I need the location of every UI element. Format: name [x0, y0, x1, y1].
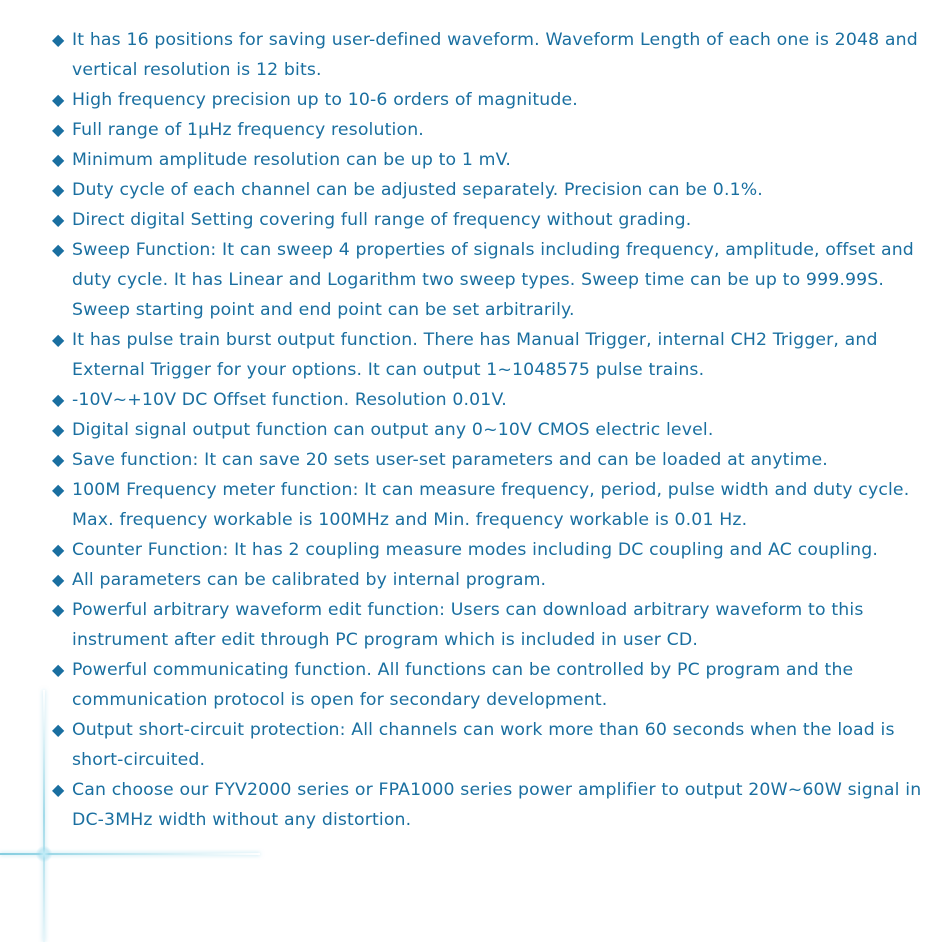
feature-text: Duty cycle of each channel can be adjusted separately. Precision can be 0.1%. [72, 180, 763, 200]
feature-item [52, 595, 932, 655]
feature-text: Counter Function: It has 2 coupling measure modes including DC coupling and AC coupling. [72, 540, 879, 560]
feature-text: -10V~+10V DC Offset function. Resolution 0.01V. [72, 390, 507, 410]
feature-text: It has 16 positions for saving user-defined waveform. Waveform Length of each one is 2048 and vertical resolution is 12 bits. [72, 30, 918, 80]
diamond-bullet-icon: ◆ [52, 450, 65, 469]
diamond-bullet-icon: ◆ [52, 240, 65, 259]
diamond-bullet-icon: ◆ [52, 390, 65, 409]
feature-text: 100M Frequency meter function: It can measure frequency, period, pulse width and duty cycle. Max. frequency workable is 100MHz and Min. frequency workable is 0.01 Hz. [72, 480, 910, 530]
feature-text: It has pulse train burst output function. There has Manual Trigger, internal CH2 Trigger, and External Trigger for your options. It can output 1~1048575 pulse trains. [72, 330, 878, 380]
decorative-light-line-vertical [43, 690, 45, 942]
diamond-bullet-icon: ◆ [52, 420, 65, 439]
diamond-bullet-icon: ◆ [52, 330, 65, 349]
diamond-bullet-icon: ◆ [52, 570, 65, 589]
feature-item [52, 205, 932, 235]
feature-text: Can choose our FYV2000 series or FPA1000 series power amplifier to output 20W~60W signal in DC-3MHz width without any distortion. [72, 780, 922, 830]
feature-item [52, 145, 932, 175]
feature-item [52, 115, 932, 145]
feature-text: Powerful communicating function. All functions can be controlled by PC program and the communication protocol is open for secondary development. [72, 660, 854, 710]
feature-item [52, 565, 932, 595]
feature-item [52, 85, 932, 115]
feature-item [52, 175, 932, 205]
diamond-bullet-icon: ◆ [52, 780, 65, 799]
feature-text: Sweep Function: It can sweep 4 properties of signals including frequency, amplitude, offset and duty cycle. It has Linear and Logarithm two sweep types. Sweep time can be up to 999.99S. Sweep starting point and end point can be set arbitrarily. [72, 240, 914, 320]
diamond-bullet-icon: ◆ [52, 30, 65, 49]
feature-item [52, 715, 932, 775]
diamond-bullet-icon: ◆ [52, 180, 65, 199]
diamond-bullet-icon: ◆ [52, 210, 65, 229]
diamond-bullet-icon: ◆ [52, 600, 65, 619]
feature-item [52, 535, 932, 565]
feature-item [52, 445, 932, 475]
diamond-bullet-icon: ◆ [52, 150, 65, 169]
diamond-bullet-icon: ◆ [52, 120, 65, 139]
feature-text: Powerful arbitrary waveform edit function: Users can download arbitrary waveform to this instrument after edit through PC program which is included in user CD. [72, 600, 864, 650]
decorative-light-flare [36, 846, 52, 862]
feature-list [52, 25, 932, 835]
feature-item [52, 385, 932, 415]
diamond-bullet-icon: ◆ [52, 660, 65, 679]
feature-item [52, 235, 932, 325]
feature-item [52, 475, 932, 535]
diamond-bullet-icon: ◆ [52, 90, 65, 109]
feature-item [52, 25, 932, 85]
feature-text: Direct digital Setting covering full range of frequency without grading. [72, 210, 692, 230]
diamond-bullet-icon: ◆ [52, 720, 65, 739]
feature-item [52, 655, 932, 715]
diamond-bullet-icon: ◆ [52, 540, 65, 559]
feature-item [52, 415, 932, 445]
feature-text: Full range of 1μHz frequency resolution. [72, 120, 424, 140]
feature-item [52, 325, 932, 385]
diamond-bullet-icon: ◆ [52, 480, 65, 499]
feature-item [52, 775, 932, 835]
feature-text: High frequency precision up to 10-6 orders of magnitude. [72, 90, 578, 110]
feature-text: Digital signal output function can output any 0~10V CMOS electric level. [72, 420, 714, 440]
feature-text: Minimum amplitude resolution can be up to 1 mV. [72, 150, 512, 170]
feature-text: Save function: It can save 20 sets user-set parameters and can be loaded at anytime. [72, 450, 828, 470]
feature-text: Output short-circuit protection: All channels can work more than 60 seconds when the load is short-circuited. [72, 720, 895, 770]
feature-text: All parameters can be calibrated by internal program. [72, 570, 547, 590]
